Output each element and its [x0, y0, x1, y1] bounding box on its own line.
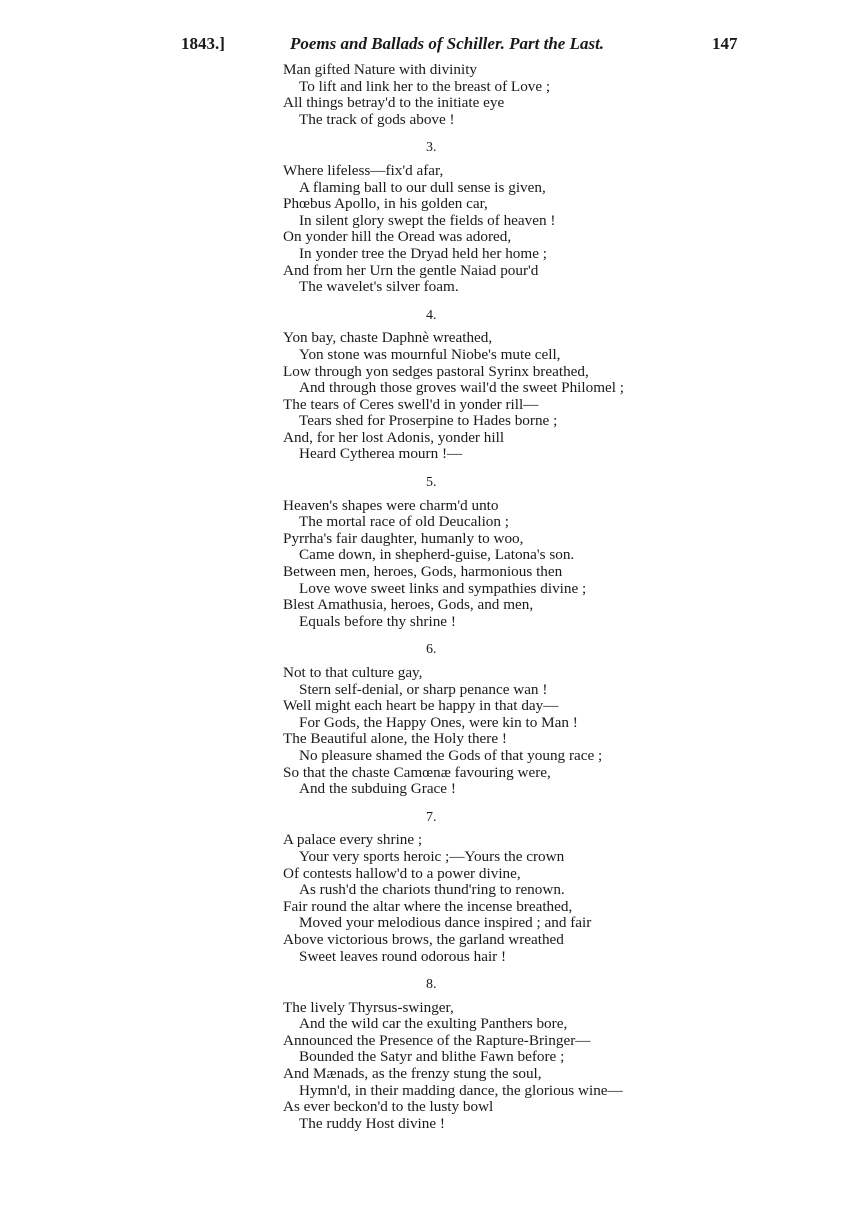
poem-line: Sweet leaves round odorous hair ! [299, 947, 507, 965]
poem-line: All things betray'd to the initiate eye [283, 94, 505, 112]
poem-line: For Gods, the Happy Ones, were kin to Man ! [299, 713, 578, 731]
poem-line: Tears shed for Proserpine to Hades borne ; [299, 412, 558, 430]
stanza-number: 5. [426, 475, 437, 491]
poem-line: A palace every shrine ; [283, 831, 423, 849]
poem-line: To lift and link her to the breast of Love ; [299, 77, 551, 95]
poem-line: And the wild car the exulting Panthers bore, [299, 1015, 568, 1033]
poem-line: Love wove sweet links and sympathies divine ; [299, 579, 587, 597]
poem-line: The ruddy Host divine ! [299, 1114, 445, 1132]
stanza-7 [283, 810, 828, 965]
poem-line: Heard Cytherea mourn !— [299, 445, 463, 463]
poem-line: As rush'd the chariots thund'ring to renown. [299, 881, 565, 899]
poem-line: Low through yon sedges pastoral Syrinx breathed, [283, 362, 589, 380]
poem-line: Blest Amathusia, heroes, Gods, and men, [283, 596, 534, 614]
stanza-4 [283, 308, 828, 463]
poem-line: Stern self-denial, or sharp penance wan ! [299, 680, 548, 698]
poem-line: So that the chaste Camœnæ favouring were, [283, 763, 551, 781]
poem-line: In silent glory swept the fields of heaven ! [299, 211, 556, 229]
poem-line: Well might each heart be happy in that day— [283, 697, 559, 715]
stanza-number: 8. [426, 977, 437, 993]
poem-line: Fair round the altar where the incense breathed, [283, 897, 573, 915]
poem-line: Came down, in shepherd-guise, Latona's son. [299, 546, 575, 564]
poem-line: Moved your melodious dance inspired ; and fair [299, 914, 592, 932]
poem-line: Man gifted Nature with divinity [283, 61, 478, 78]
poem-line: Bounded the Satyr and blithe Fawn before ; [299, 1048, 565, 1066]
poem-line: In yonder tree the Dryad held her home ; [299, 244, 547, 262]
stanza-number: 7. [426, 809, 437, 825]
poem-line: Not to that culture gay, [283, 664, 423, 681]
poem-line: Hymn'd, in their madding dance, the glorious wine— [299, 1081, 623, 1099]
poem-line: As ever beckon'd to the lusty bowl [283, 1098, 494, 1116]
poem-line: A flaming ball to our dull sense is given, [299, 178, 546, 196]
poem-line: Heaven's shapes were charm'd unto [283, 496, 499, 514]
page-header [0, 34, 843, 58]
poem-line: No pleasure shamed the Gods of that young race ; [299, 746, 603, 764]
poem-line: Where lifeless—fix'd afar, [283, 161, 444, 179]
page-number: 147 [712, 34, 738, 53]
opening-lines [283, 62, 828, 128]
poem-line: Pyrrha's fair daughter, humanly to woo, [283, 529, 524, 547]
poem-line: And, for her lost Adonis, yonder hill [283, 428, 505, 446]
poem-line: The mortal race of old Deucalion ; [299, 513, 510, 531]
poem-line: On yonder hill the Oread was adored, [283, 228, 512, 246]
header-year: 1843.] [181, 34, 225, 53]
poem-line: The track of gods above ! [299, 110, 455, 128]
poem-line: Announced the Presence of the Rapture-Bringer— [283, 1031, 591, 1049]
poem-line: The tears of Ceres swell'd in yonder rill— [283, 395, 539, 413]
stanza-3 [283, 140, 828, 295]
stanza-8 [283, 977, 828, 1132]
poem-line: Yon bay, chaste Daphnè wreathed, [283, 329, 493, 347]
poem-line: The Beautiful alone, the Holy there ! [283, 730, 507, 748]
poem-line: The lively Thyrsus-swinger, [283, 998, 454, 1016]
poem-line: And through those groves wail'd the sweet Philomel ; [299, 379, 625, 397]
poem-line: And from her Urn the gentle Naiad pour'd [283, 261, 539, 279]
stanza-6 [283, 642, 828, 797]
stanza-number: 4. [426, 307, 437, 323]
poem-line: And Mænads, as the frenzy stung the soul, [283, 1065, 542, 1083]
poem-line: Above victorious brows, the garland wreathed [283, 930, 564, 948]
stanza-number: 3. [426, 140, 437, 156]
poem-line: And the subduing Grace ! [299, 780, 456, 798]
poem-line: Between men, heroes, Gods, harmonious then [283, 563, 563, 581]
poem-body [283, 62, 828, 1132]
stanza-5 [283, 475, 828, 630]
poem-line: Of contests hallow'd to a power divine, [283, 864, 521, 882]
running-title: Poems and Ballads of Schiller. Part the Last. [290, 34, 605, 53]
poem-line: The wavelet's silver foam. [299, 278, 459, 296]
stanza-number: 6. [426, 642, 437, 658]
poem-line: Equals before thy shrine ! [299, 612, 456, 630]
poem-line: Your very sports heroic ;—Yours the crown [299, 847, 565, 865]
poem-line: Yon stone was mournful Niobe's mute cell, [299, 345, 561, 363]
poem-line: Phœbus Apollo, in his golden car, [283, 195, 488, 213]
